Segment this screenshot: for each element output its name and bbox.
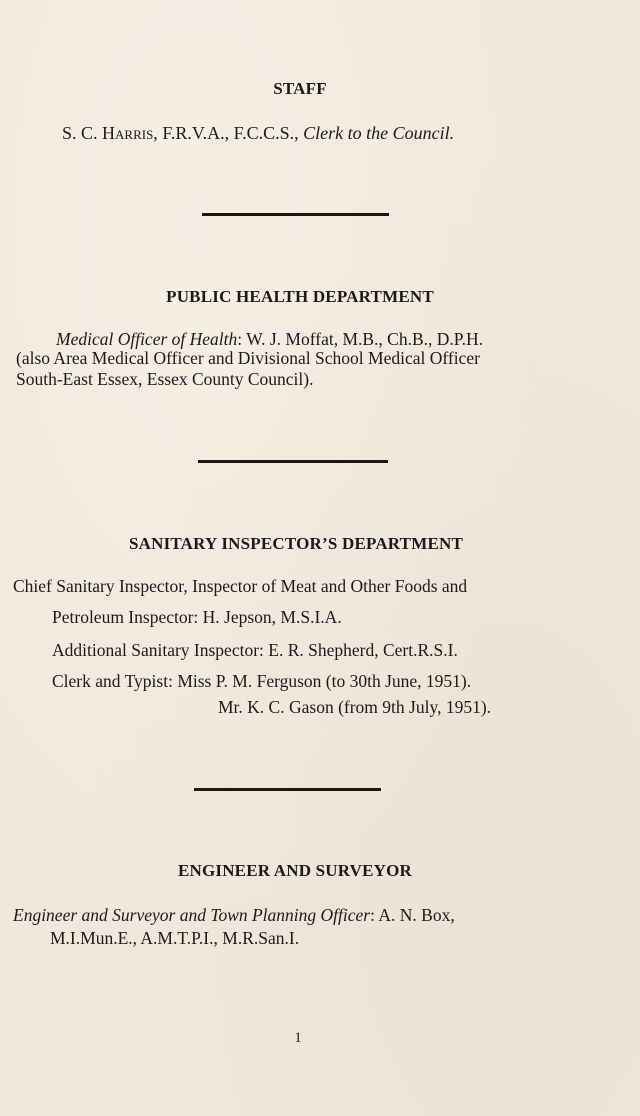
sanitary-line-3: Additional Sanitary Inspector: E. R. Shepherd, Cert.R.S.I. [52,640,458,660]
staff-clerk-line [62,123,454,143]
moh-name: : W. J. Moffat, M.B., Ch.B., D.P.H. [237,329,483,349]
moh-line-2: (also Area Medical Officer and Divisional School Medical Officer [16,348,480,368]
divider-rule-3 [194,788,381,791]
moh-line-3: South-East Essex, Essex County Council). [16,369,314,389]
sanitary-line-5: Mr. K. C. Gason (from 9th July, 1951). [218,697,492,717]
moh-role: Medical Officer of Health [56,329,238,349]
engineer-line-2: M.I.Mun.E., A.M.T.P.I., M.R.San.I. [50,928,300,948]
sanitary-heading: SANITARY INSPECTOR’S DEPARTMENT [128,534,464,553]
staff-heading: STAFF [273,79,327,98]
divider-rule-2 [198,460,388,463]
engineer-name: : A. N. Box, [370,905,455,925]
sanitary-line-2: Petroleum Inspector: H. Jepson, M.S.I.A. [52,607,342,627]
sanitary-line-4: Clerk and Typist: Miss P. M. Ferguson (to 30th June, 1951). [52,671,472,691]
public-health-heading: PUBLIC HEALTH DEPARTMENT [166,287,434,306]
engineer-heading: ENGINEER AND SURVEYOR [177,861,413,880]
divider-rule-1 [202,213,389,216]
moh-line [56,329,483,349]
sanitary-line-1: Chief Sanitary Inspector, Inspector of Meat and Other Foods and [13,576,468,596]
clerk-quals: F.R.V.A., F.C.C.S., [157,123,299,143]
engineer-role: Engineer and Surveyor and Town Planning Officer [13,905,371,925]
clerk-name: S. C. Harris, [62,123,158,143]
clerk-role: Clerk to the Council. [303,123,455,143]
page-number: 1 [294,1030,302,1046]
engineer-line-1 [13,905,455,925]
